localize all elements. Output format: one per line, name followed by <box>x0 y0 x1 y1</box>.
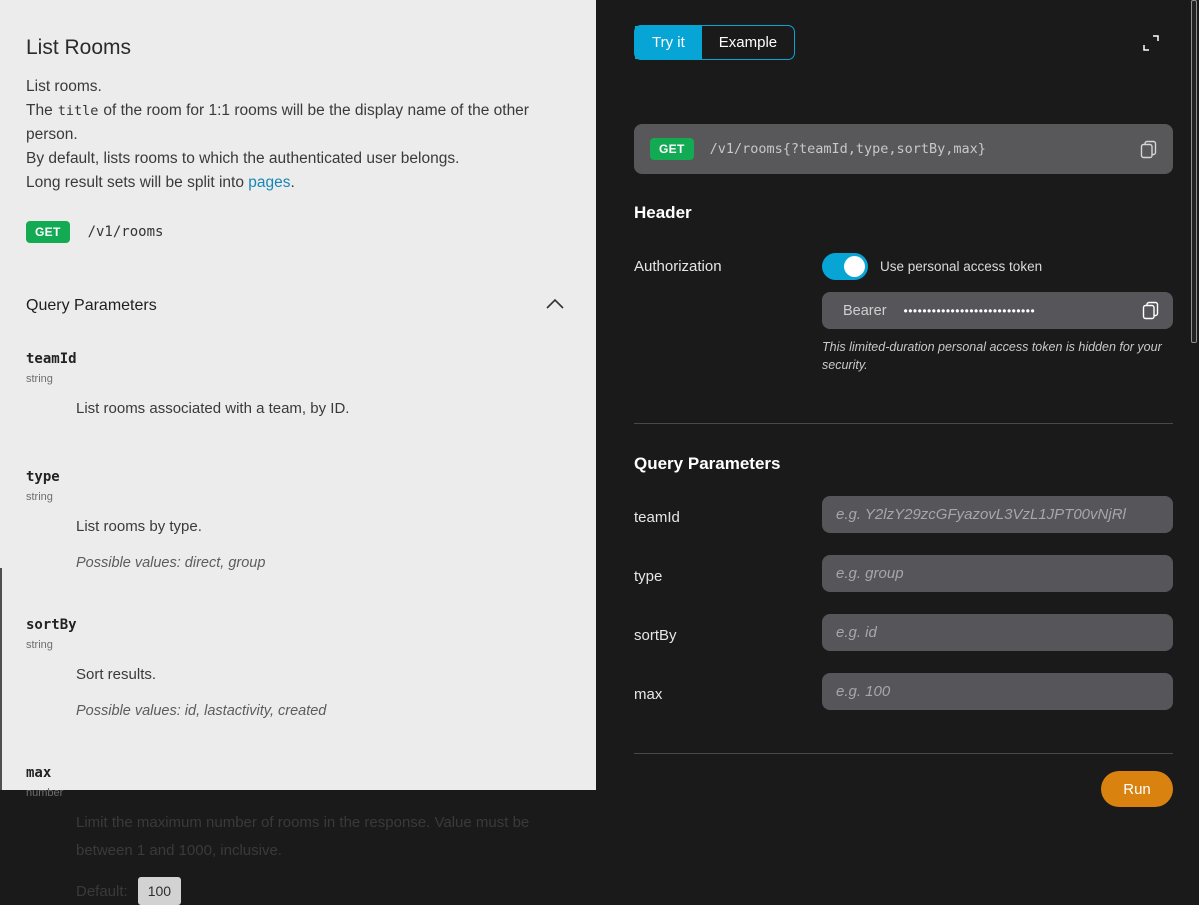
param-type: string <box>26 491 53 503</box>
get-method-badge: GET <box>650 138 694 160</box>
copy-icon <box>1142 301 1159 320</box>
masked-token-value: •••••••••••••••••••••••••••• <box>903 303 1036 318</box>
run-button[interactable]: Run <box>1101 771 1173 807</box>
param-sortby <box>26 617 571 719</box>
param-possible-values: Possible values: id, lastactivity, created <box>76 703 327 719</box>
query-parameters-header <box>26 296 571 315</box>
query-parameters-title: Query Parameters <box>26 296 157 314</box>
section-divider <box>634 423 1173 424</box>
param-possible-values: Possible values: direct, group <box>76 555 266 571</box>
param-type: number <box>26 787 64 799</box>
token-security-note: This limited-duration personal access token is hidden for your security. <box>822 340 1162 372</box>
description-line-3: By default, lists rooms to which the authenticated user belongs. <box>26 150 460 167</box>
param-description: Sort results. <box>76 666 157 683</box>
footer-divider <box>634 753 1173 754</box>
param-max <box>26 765 571 905</box>
field-row-sortby <box>634 614 1173 651</box>
authorization-label: Authorization <box>634 258 722 275</box>
field-label: teamId <box>634 508 680 526</box>
field-row-teamid <box>634 496 1173 533</box>
field-label: type <box>634 567 663 585</box>
collapse-section-button[interactable] <box>543 296 567 315</box>
expand-icon <box>1141 33 1161 53</box>
endpoint-summary <box>26 221 571 243</box>
param-type: string <box>26 373 53 385</box>
tab-group <box>634 25 795 60</box>
authorization-row <box>634 253 1173 374</box>
description-line-1: List rooms. <box>26 78 102 95</box>
try-it-panel <box>596 0 1199 798</box>
description-line-4: Long result sets will be split into pages. <box>26 174 295 191</box>
teamid-input[interactable] <box>822 496 1173 533</box>
field-row-type <box>634 555 1173 592</box>
token-toggle-row <box>822 253 1173 280</box>
docs-panel <box>0 0 596 900</box>
param-default-row <box>76 877 571 905</box>
param-name: teamId <box>26 351 77 367</box>
vertical-scrollbar-thumb[interactable] <box>1191 0 1197 343</box>
bearer-token-field[interactable] <box>822 292 1173 329</box>
default-label: Default: <box>76 882 128 900</box>
header-section-title: Header <box>634 203 692 222</box>
param-type: string <box>26 639 53 651</box>
tab-try-it[interactable]: Try it <box>635 26 702 59</box>
param-description: List rooms by type. <box>76 518 202 535</box>
sortby-input[interactable] <box>822 614 1173 651</box>
field-label: sortBy <box>634 626 677 644</box>
expand-button[interactable] <box>1141 33 1161 56</box>
personal-token-toggle[interactable] <box>822 253 868 280</box>
inline-code-title: title <box>57 103 99 119</box>
copy-endpoint-button[interactable] <box>1140 140 1157 159</box>
endpoint-path: /v1/rooms <box>87 224 164 240</box>
toggle-label: Use personal access token <box>880 259 1043 274</box>
left-scroll-indicator[interactable] <box>0 568 2 790</box>
field-row-max <box>634 673 1173 710</box>
copy-icon <box>1140 140 1157 159</box>
pages-link[interactable]: pages <box>248 174 291 191</box>
tab-example[interactable]: Example <box>702 26 794 59</box>
endpoint-bar <box>634 124 1173 174</box>
query-parameters-section-title: Query Parameters <box>634 454 781 473</box>
field-label: max <box>634 685 663 703</box>
get-method-badge: GET <box>26 221 70 243</box>
bearer-label: Bearer <box>843 302 887 319</box>
param-type <box>26 469 571 571</box>
authorization-controls <box>822 253 1173 374</box>
type-input[interactable] <box>822 555 1173 592</box>
param-teamid <box>26 351 571 423</box>
max-input[interactable] <box>822 673 1173 710</box>
chevron-up-icon <box>545 298 565 310</box>
copy-token-button[interactable] <box>1142 301 1159 320</box>
endpoint-template-path: /v1/rooms{?teamId,type,sortBy,max} <box>709 141 986 157</box>
run-row <box>634 771 1173 807</box>
param-name: type <box>26 469 60 485</box>
tabs-row <box>634 25 1173 60</box>
param-description: Limit the maximum number of rooms in the response. Value must be between 1 and 1000, inclusive. <box>76 814 530 859</box>
page-title: List Rooms <box>26 36 132 59</box>
toggle-knob <box>844 256 865 277</box>
description-line-2: The title of the room for 1:1 rooms will be the display name of the other person. <box>26 102 529 143</box>
param-name: sortBy <box>26 617 77 633</box>
param-description: List rooms associated with a team, by ID. <box>76 400 350 417</box>
default-value-badge: 100 <box>138 877 181 905</box>
param-name: max <box>26 765 52 781</box>
